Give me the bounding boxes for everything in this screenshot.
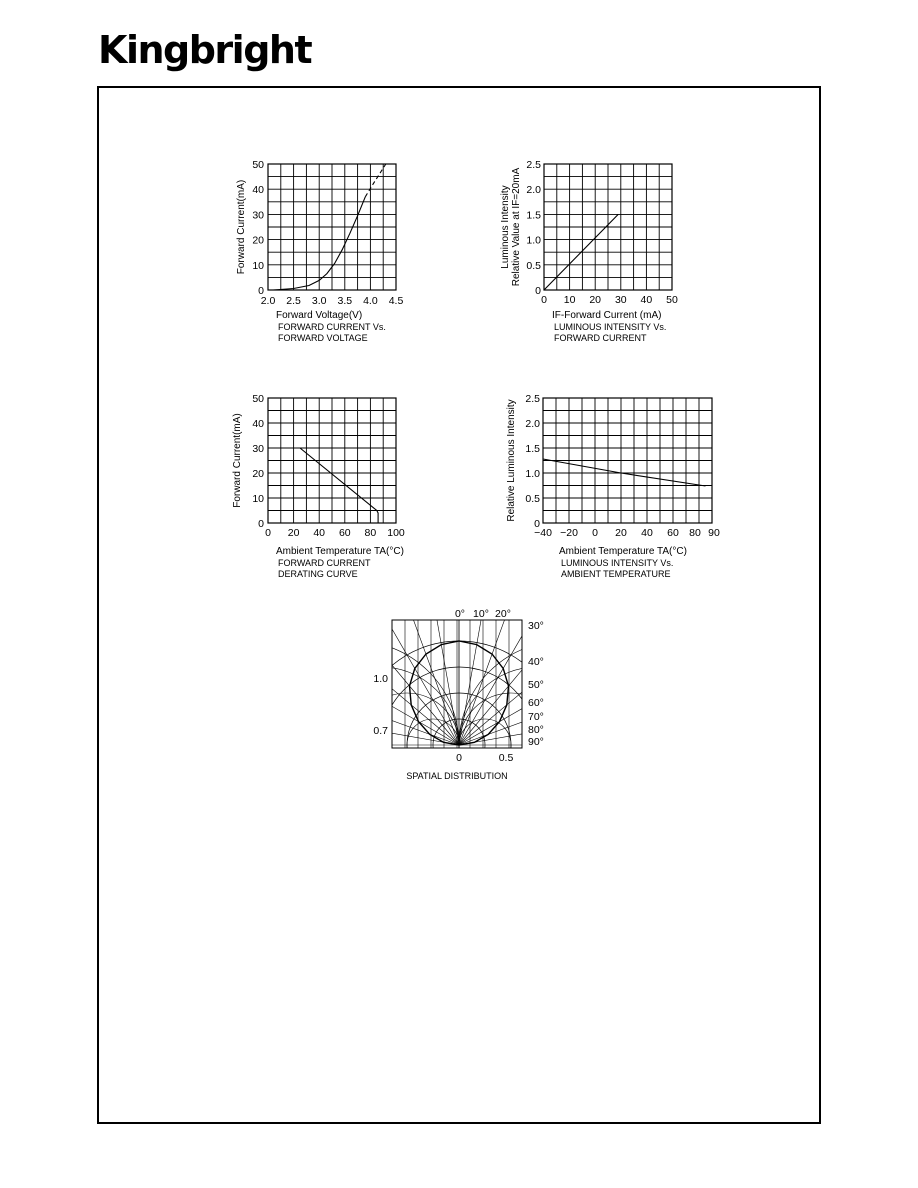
- scale-label: 0.5: [498, 752, 514, 764]
- chart-caption: DERATING CURVE: [278, 569, 358, 579]
- x-tick-label: 80: [689, 527, 701, 539]
- chart-caption: LUMINOUS INTENSITY Vs.: [554, 322, 667, 332]
- x-tick-label: 60: [338, 527, 351, 539]
- y-tick-label: 2.0: [526, 184, 541, 197]
- x-tick-label: 40: [640, 294, 653, 306]
- angle-label: 20°: [495, 608, 511, 620]
- y-tick-label: 2.5: [526, 159, 541, 171]
- x-axis-label: IF-Forward Current (mA): [552, 310, 662, 321]
- y-tick-label: 30: [252, 209, 264, 222]
- chart-caption: FORWARD CURRENT Vs.: [278, 322, 386, 332]
- y-axis-label: Forward Current(mA): [232, 413, 243, 508]
- x-tick-label: 100: [387, 527, 405, 539]
- x-tick-label: 0: [541, 294, 547, 306]
- y-tick-label: 2.5: [525, 393, 540, 405]
- polar-grid: [251, 545, 667, 849]
- x-tick-label: 20: [615, 527, 627, 539]
- y-tick-label: 2.0: [525, 418, 540, 430]
- x-tick-label: 4.5: [388, 295, 404, 307]
- chart-caption: SPATIAL DISTRIBUTION: [406, 771, 508, 781]
- y-tick-label: 10: [252, 259, 264, 272]
- angle-label: 50°: [528, 679, 544, 691]
- chart-caption: LUMINOUS INTENSITY Vs.: [561, 558, 674, 568]
- x-tick-label: 2.0: [260, 295, 276, 307]
- x-tick-label: 2.5: [286, 295, 301, 307]
- angle-label: 90°: [528, 736, 544, 748]
- x-tick-label: 4.0: [363, 295, 378, 307]
- x-tick-label: 90: [708, 527, 720, 539]
- x-tick-label: 0: [265, 527, 271, 539]
- x-tick-label: 50: [666, 294, 678, 306]
- chart-caption: FORWARD CURRENT: [278, 558, 371, 568]
- y-tick-label: 30: [252, 443, 264, 455]
- y-tick-label: 1.0: [525, 468, 540, 480]
- angle-label: 10°: [473, 608, 489, 620]
- chart-fv: [236, 159, 403, 343]
- y-axis-label: Forward Current(mA): [236, 179, 247, 275]
- scale-label: 0: [456, 752, 462, 764]
- x-tick-label: 40: [641, 527, 653, 539]
- chart-derate: [232, 393, 405, 579]
- angle-label: 0°: [454, 608, 466, 620]
- x-tick-label: 3.0: [311, 295, 327, 307]
- y-tick-label: 0: [258, 285, 264, 297]
- y-tick-label: 20: [252, 234, 264, 247]
- y-tick-label: 50: [252, 393, 264, 405]
- polar-spoke: [286, 645, 459, 745]
- y-axis-label: Relative Luminous Intensity: [506, 399, 517, 522]
- x-tick-label: 0: [592, 527, 598, 539]
- chart-li: [500, 159, 678, 343]
- x-tick-label: 20: [287, 527, 300, 539]
- chart-caption: AMBIENT TEMPERATURE: [561, 569, 671, 579]
- angle-label: 80°: [528, 724, 544, 736]
- y-tick-label: 40: [252, 184, 264, 197]
- scale-label: 0.7: [373, 725, 388, 737]
- y-tick-label: 0: [535, 285, 541, 297]
- polar-spoke: [459, 557, 527, 745]
- y-tick-label: 0.5: [525, 493, 540, 505]
- y-axis-label: Relative Value at IF=20mA: [511, 167, 522, 287]
- chart-caption: FORWARD VOLTAGE: [278, 333, 368, 343]
- x-axis-label: Ambient Temperature TA(°C): [559, 546, 687, 557]
- scale-label: 1.0: [373, 673, 388, 685]
- x-tick-label: −40: [534, 527, 552, 539]
- chart-temp: [506, 393, 720, 579]
- y-tick-label: 50: [252, 159, 264, 171]
- polar-spoke: [391, 557, 459, 745]
- x-tick-label: −20: [560, 527, 578, 539]
- y-axis-label: Luminous Intensity: [500, 185, 511, 269]
- chart-spatial: [251, 545, 667, 849]
- y-tick-label: 40: [252, 418, 264, 430]
- angle-label: 60°: [528, 697, 544, 709]
- y-tick-label: 0: [258, 518, 264, 530]
- y-tick-label: 0: [534, 518, 540, 530]
- angle-label: 70°: [528, 711, 544, 723]
- y-tick-label: 1.0: [526, 234, 541, 247]
- brand-logo: Kingbright: [98, 28, 312, 72]
- x-tick-label: 3.5: [337, 295, 353, 307]
- y-tick-label: 10: [252, 493, 264, 505]
- angle-label: 30°: [528, 620, 544, 632]
- y-tick-label: 0.5: [526, 259, 541, 272]
- series-line: [543, 459, 706, 486]
- y-tick-label: 1.5: [525, 443, 540, 455]
- x-tick-label: 80: [364, 527, 377, 539]
- polar-spoke: [459, 645, 632, 745]
- chart-caption: FORWARD CURRENT: [554, 333, 647, 343]
- x-tick-label: 10: [563, 294, 576, 306]
- x-tick-label: 60: [667, 527, 679, 539]
- x-tick-label: 30: [614, 294, 627, 306]
- series-line: [365, 164, 386, 197]
- y-tick-label: 20: [252, 468, 264, 480]
- x-axis-label: Forward Voltage(V): [276, 310, 363, 321]
- x-tick-label: 20: [589, 294, 602, 306]
- x-tick-label: 40: [313, 527, 326, 539]
- y-tick-label: 1.5: [526, 209, 541, 222]
- x-axis-label: Ambient Temperature TA(°C): [276, 546, 404, 557]
- angle-label: 40°: [528, 656, 544, 668]
